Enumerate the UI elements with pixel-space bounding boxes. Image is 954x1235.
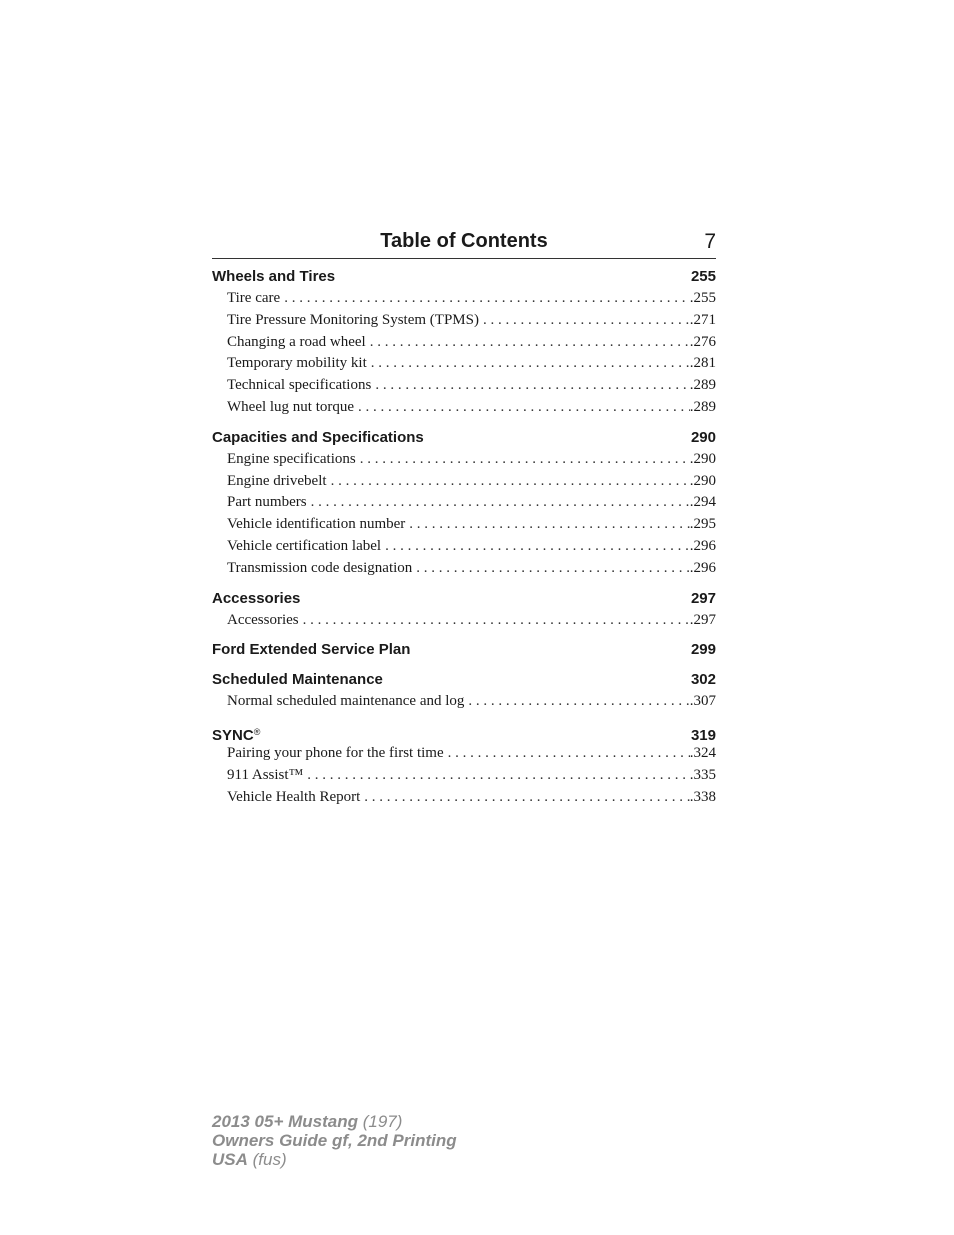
- entry-page-number: . 307: [690, 691, 716, 713]
- toc-section: [212, 588, 716, 632]
- entry-label: Pairing your phone for the first time: [227, 745, 444, 762]
- toc-entry[interactable]: [212, 558, 716, 580]
- entry-label: Changing a road wheel: [227, 333, 366, 350]
- dot-leader: [360, 449, 690, 471]
- dot-leader: [483, 310, 690, 332]
- entry-label: Accessories: [227, 611, 299, 628]
- section-title-text: Capacities and Specifications: [212, 428, 424, 446]
- section-page-number: 290: [690, 428, 716, 446]
- page-title: Table of Contents: [380, 230, 548, 252]
- toc-entry[interactable]: [212, 397, 716, 419]
- toc-entry[interactable]: [212, 288, 716, 310]
- toc-section: [212, 669, 716, 713]
- section-page-number: 299: [690, 641, 716, 659]
- section-title: [212, 669, 383, 691]
- footer-line-3: [212, 1150, 457, 1169]
- section-page-number: 302: [690, 671, 716, 689]
- footer-market-code: (fus): [252, 1150, 287, 1169]
- section-title: [212, 427, 424, 449]
- dot-leader: [448, 743, 690, 765]
- toc-entry[interactable]: [212, 610, 716, 632]
- entry-page-number: . 324: [690, 743, 716, 765]
- document-footer: [212, 1112, 457, 1169]
- section-title: [212, 266, 335, 288]
- dot-leader: [371, 353, 690, 375]
- footer-market: USA: [212, 1150, 248, 1169]
- entry-label: 911 Assist™: [227, 766, 304, 783]
- toc-entry[interactable]: [212, 449, 716, 471]
- footer-line-1: [212, 1112, 457, 1131]
- entry-page-number: . 296: [690, 558, 716, 580]
- entry-label: Engine drivebelt: [227, 472, 327, 489]
- entry-page-number: . 290: [690, 449, 716, 471]
- toc-entry[interactable]: [212, 332, 716, 354]
- entry-label: Vehicle Health Report: [227, 788, 361, 805]
- entry-page-number: . 255: [690, 288, 716, 310]
- toc-entry[interactable]: [212, 353, 716, 375]
- toc-section: [212, 427, 716, 580]
- toc-section-heading[interactable]: [212, 639, 716, 661]
- entry-page-number: . 289: [690, 375, 716, 397]
- table-of-contents: [212, 266, 716, 817]
- toc-entry[interactable]: [212, 765, 716, 787]
- entry-label: Tire Pressure Monitoring System (TPMS): [227, 311, 479, 328]
- footer-guide-name: Owners Guide gf, 2nd Printing: [212, 1131, 457, 1150]
- toc-section: [212, 721, 716, 808]
- entry-page-number: . 276: [690, 332, 716, 354]
- section-title: [212, 639, 410, 661]
- footer-model: 2013 05+ Mustang: [212, 1112, 358, 1131]
- section-title-text: Wheels and Tires: [212, 268, 336, 285]
- footer-line-2: [212, 1131, 457, 1150]
- dot-leader: [331, 471, 690, 493]
- dot-leader: [370, 332, 690, 354]
- section-title-text: Accessories: [212, 589, 301, 607]
- toc-section: [212, 266, 716, 419]
- entry-page-number: . 297: [690, 610, 716, 632]
- entry-label: Temporary mobility kit: [227, 355, 367, 372]
- section-title-text: Ford Extended Service Plan: [212, 641, 411, 659]
- entry-label: Transmission code designation: [227, 559, 413, 576]
- entry-label: Technical specifications: [227, 377, 372, 394]
- toc-entry[interactable]: [212, 471, 716, 493]
- entry-page-number: . 281: [690, 353, 716, 375]
- toc-entry[interactable]: [212, 691, 716, 713]
- toc-entry[interactable]: [212, 536, 716, 558]
- entry-page-number: . 271: [690, 310, 716, 332]
- entry-label: Engine specifications: [227, 450, 356, 467]
- entry-label: Tire care: [227, 290, 281, 306]
- toc-section-heading[interactable]: [212, 669, 716, 691]
- toc-section-heading[interactable]: [212, 588, 716, 610]
- entry-label: Vehicle identification number: [227, 516, 406, 533]
- section-page-number: 297: [690, 589, 716, 607]
- page-header: [212, 228, 716, 259]
- page-number: 7: [704, 230, 716, 253]
- toc-entry[interactable]: [212, 514, 716, 536]
- toc-section-heading[interactable]: [212, 721, 716, 743]
- toc-entry[interactable]: [212, 743, 716, 765]
- section-title-text: Scheduled Maintenance: [212, 671, 383, 689]
- footer-model-code: (197): [362, 1112, 403, 1131]
- toc-entry[interactable]: [212, 310, 716, 332]
- entry-label: Vehicle certification label: [227, 537, 382, 554]
- dot-leader: [358, 397, 690, 419]
- entry-page-number: . 296: [690, 536, 716, 558]
- entry-page-number: . 335: [690, 765, 716, 787]
- section-page-number: 255: [690, 268, 716, 285]
- toc-entry[interactable]: [212, 492, 716, 514]
- entry-page-number: . 294: [690, 492, 716, 514]
- dot-leader: [364, 787, 689, 809]
- toc-entry[interactable]: [212, 375, 716, 397]
- registered-mark: ®: [253, 727, 261, 738]
- section-title: [212, 588, 300, 610]
- dot-leader: [416, 558, 689, 580]
- dot-leader: [307, 765, 690, 787]
- toc-section-heading[interactable]: [212, 427, 716, 449]
- entry-page-number: . 338: [690, 787, 716, 809]
- dot-leader: [468, 691, 689, 713]
- section-title-text: SYNC: [212, 727, 254, 745]
- toc-section-heading[interactable]: [212, 266, 716, 288]
- dot-leader: [284, 288, 690, 310]
- dot-leader: [375, 375, 689, 397]
- entry-label: Wheel lug nut torque: [227, 398, 355, 415]
- toc-section: [212, 639, 716, 661]
- dot-leader: [311, 492, 690, 514]
- dot-leader: [303, 610, 690, 632]
- dot-leader: [385, 536, 690, 558]
- toc-entry[interactable]: [212, 787, 716, 809]
- section-page-number: 319: [690, 727, 716, 745]
- entry-page-number: . 290: [690, 471, 716, 493]
- entry-label: Part numbers: [227, 494, 307, 511]
- dot-leader: [409, 514, 689, 536]
- entry-page-number: . 289: [690, 397, 716, 419]
- entry-page-number: . 295: [690, 514, 716, 536]
- entry-label: Normal scheduled maintenance and log: [227, 693, 465, 710]
